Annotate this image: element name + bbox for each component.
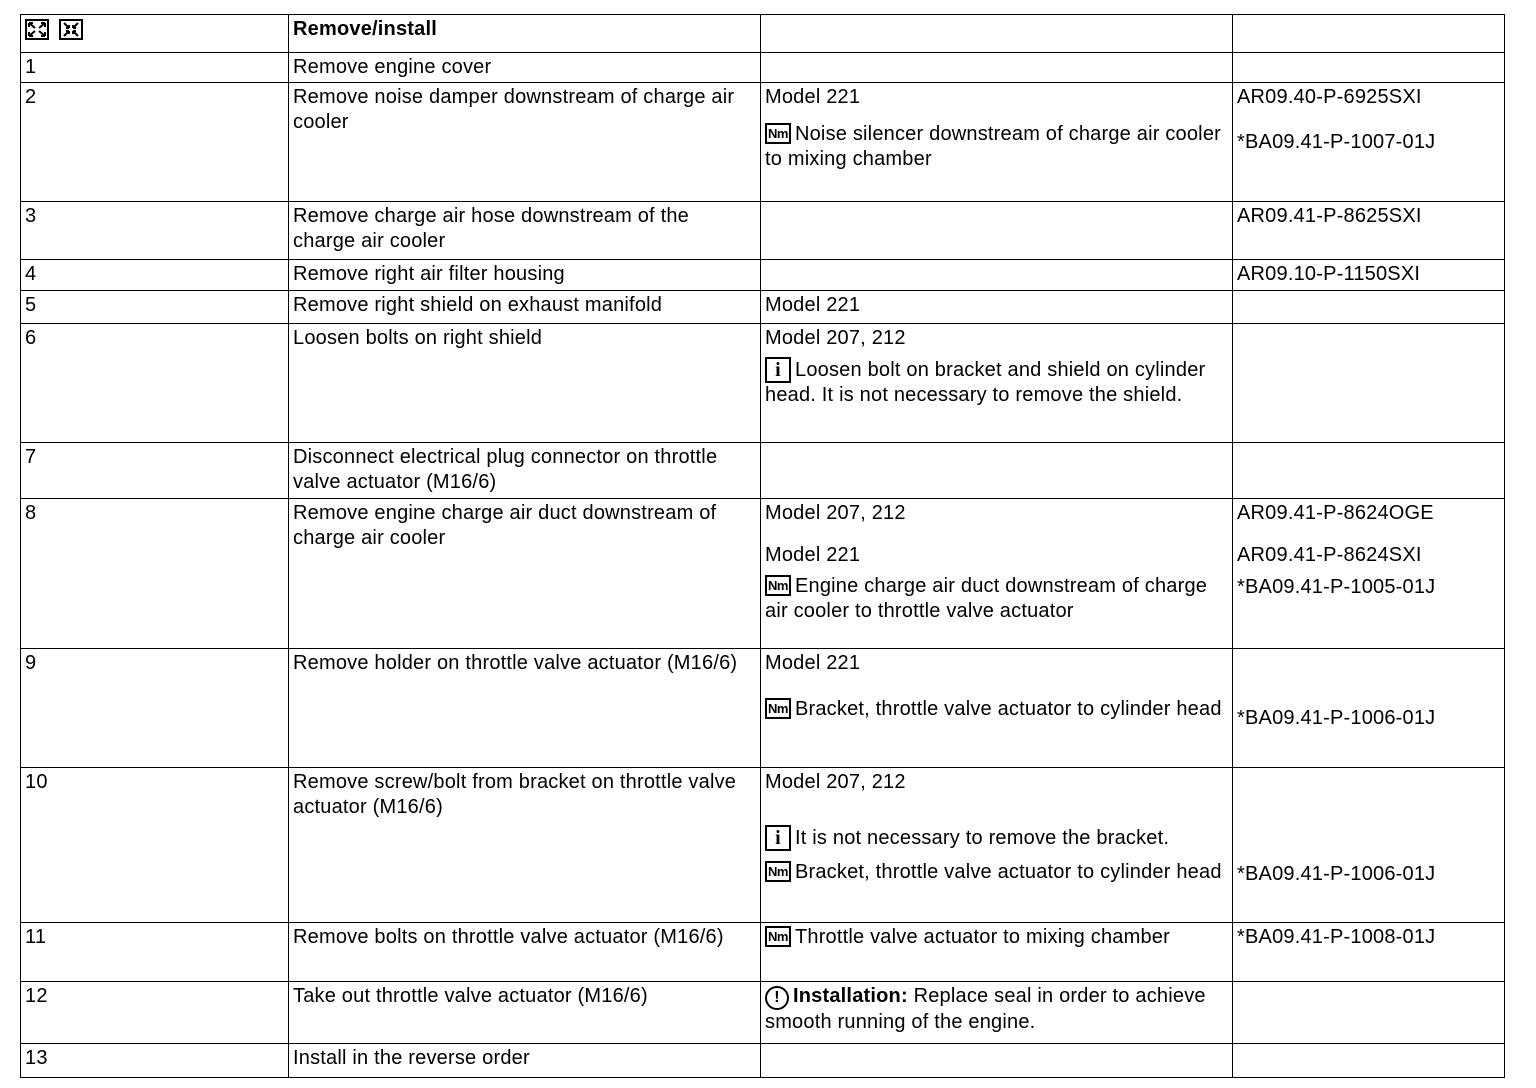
table-row [21,1044,1505,1078]
step-number: 8 [21,499,289,649]
step-text: Loosen bolts on right shield [289,324,761,443]
document-link[interactable]: AR09.40-P-6925SXI [1237,86,1422,108]
torque-icon: Nm [765,698,791,719]
step-text: Remove right air filter housing [289,260,761,291]
torque-reference-link[interactable]: *BA09.41-P-1006-01J [1237,707,1436,729]
info-icon: i [765,357,791,383]
torque-reference-link[interactable]: *BA09.41-P-1006-01J [1237,863,1436,885]
torque-icon: Nm [765,123,791,144]
torque-reference-link[interactable]: *BA09.41-P-1008-01J [1237,926,1436,948]
document-link[interactable]: AR09.41-P-8624OGE [1237,502,1434,524]
torque-reference-link[interactable]: *BA09.41-P-1007-01J [1237,131,1436,153]
step-number: 10 [21,768,289,923]
header-empty-cell [1233,15,1505,53]
model-note: Model 207, 212 [765,502,906,524]
step-text: Remove holder on throttle valve actuator (M16/6) [289,649,761,768]
model-note: Model 221 [765,86,861,108]
step-number: 1 [21,53,289,83]
torque-spec: Throttle valve actuator to mixing chamber [794,926,1170,948]
collapse-all-icon[interactable] [59,19,83,40]
installation-label: Installation: [793,985,908,1007]
step-text: Disconnect electrical plug connector on throttle valve actuator (M16/6) [289,443,761,499]
info-icon: i [765,825,791,851]
step-number: 11 [21,923,289,982]
info-note: It is not necessary to remove the bracket. [795,827,1170,849]
table-row [21,923,1505,982]
table-row [21,649,1505,768]
table-row [21,499,1505,649]
table-row [21,324,1505,443]
model-note: Model 207, 212 [765,327,906,349]
table-row [21,768,1505,923]
torque-spec: Noise silencer downstream of charge air cooler to mixing chamber [765,123,1222,170]
step-number: 7 [21,443,289,499]
installation-note: Replace seal in order to achieve smooth running of the engine. [765,985,1206,1033]
model-note: Model 207, 212 [765,771,906,793]
step-text: Remove engine charge air duct downstream of charge air cooler [289,499,761,649]
document-link[interactable]: AR09.41-P-8624SXI [1237,544,1422,566]
torque-icon: Nm [765,926,791,947]
step-number: 3 [21,202,289,260]
procedure-table [20,14,1505,1078]
torque-icon: Nm [765,861,791,882]
step-number: 5 [21,291,289,324]
step-number: 12 [21,982,289,1044]
step-text: Remove charge air hose downstream of the charge air cooler [289,202,761,260]
header-title: Remove/install [289,15,761,53]
model-note: Model 221 [761,291,1233,324]
table-row [21,53,1505,83]
step-text: Take out throttle valve actuator (M16/6) [289,982,761,1044]
header-icons-cell [21,15,289,53]
step-text: Remove noise damper downstream of charge air cooler [289,83,761,202]
torque-reference-link[interactable]: *BA09.41-P-1005-01J [1237,576,1436,598]
step-number: 6 [21,324,289,443]
table-row [21,202,1505,260]
document-link[interactable]: AR09.10-P-1150SXI [1237,263,1421,285]
table-row [21,443,1505,499]
step-text: Remove bolts on throttle valve actuator (M16/6) [289,923,761,982]
header-empty-cell [761,15,1233,53]
table-row [21,291,1505,324]
torque-spec: Engine charge air duct downstream of charge air cooler to throttle valve actuator [765,575,1208,622]
torque-icon: Nm [765,575,791,596]
step-number: 2 [21,83,289,202]
table-row [21,260,1505,291]
step-text: Remove right shield on exhaust manifold [289,291,761,324]
step-number: 13 [21,1044,289,1078]
table-row [21,982,1505,1044]
step-text: Remove engine cover [289,53,761,83]
torque-spec: Bracket, throttle valve actuator to cylinder head [794,698,1222,720]
model-note: Model 221 [765,544,861,566]
table-row [21,83,1505,202]
model-note: Model 221 [765,652,861,674]
torque-spec: Bracket, throttle valve actuator to cylinder head [794,861,1222,883]
step-number: 4 [21,260,289,291]
document-link[interactable]: AR09.41-P-8625SXI [1237,205,1422,227]
info-note: Loosen bolt on bracket and shield on cylinder head. It is not necessary to remove the shield. [765,359,1206,406]
step-text: Remove screw/bolt from bracket on throttle valve actuator (M16/6) [289,768,761,923]
table-header-row [21,15,1505,53]
warning-icon: ! [765,986,789,1010]
step-text: Install in the reverse order [289,1044,761,1078]
expand-all-icon[interactable] [25,19,49,40]
step-number: 9 [21,649,289,768]
